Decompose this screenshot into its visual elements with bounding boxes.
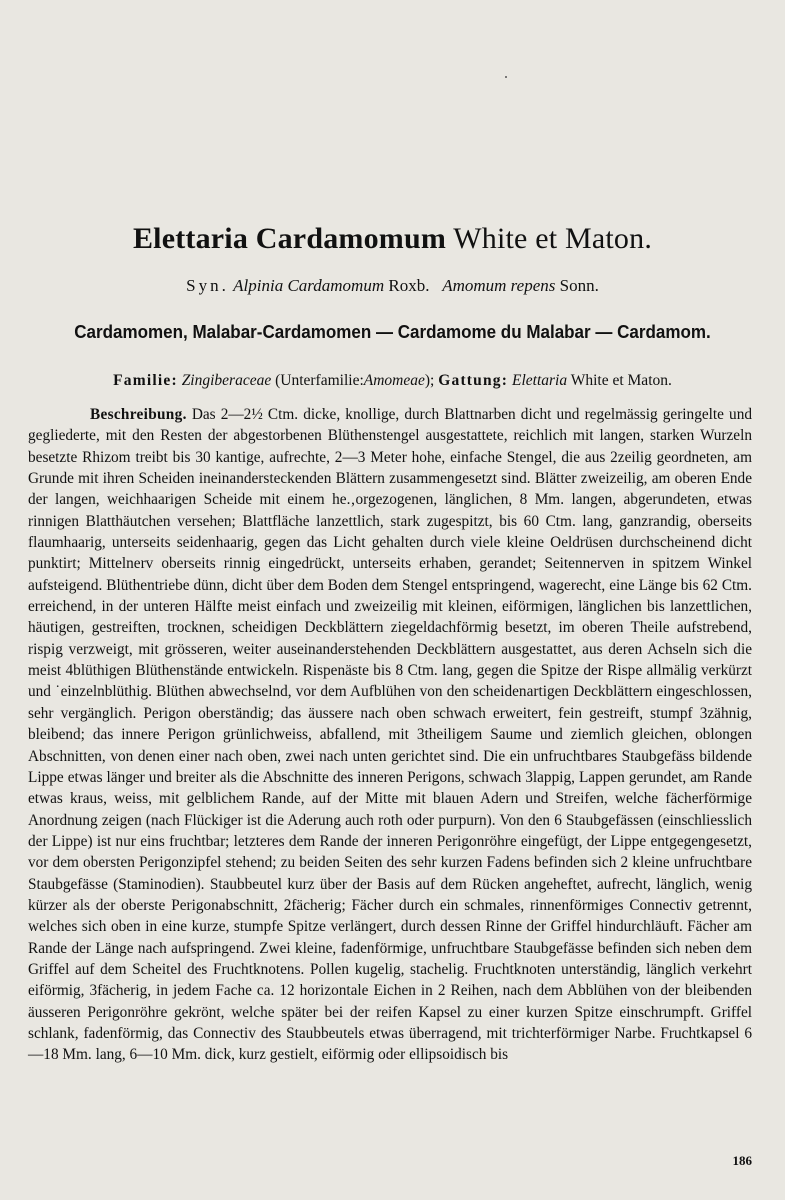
family-line	[0, 372, 785, 390]
familie-value: Zingiberaceae	[181, 372, 272, 389]
synonym-line	[0, 276, 785, 296]
gattung-authors: White et Maton.	[570, 372, 672, 389]
gattung-value: Elettaria	[512, 372, 568, 389]
synonym-label: Syn.	[186, 276, 229, 295]
description-paragraph	[28, 404, 752, 1066]
synonym-name-1: Alpinia Cardamomum	[233, 276, 385, 295]
description-lead: Beschreibung.	[90, 406, 187, 423]
familie-label: Familie:	[113, 372, 178, 389]
common-names: Cardamomen, Malabar-Cardamomen — Cardamome du Malabar — Cardamom.	[74, 321, 711, 342]
synonym-author-1: Roxb.	[388, 276, 430, 295]
page-number: 186	[732, 1153, 752, 1168]
species-authors: White et Maton.	[453, 222, 653, 255]
unterfamilie-close: );	[424, 372, 435, 389]
unterfamilie-value: Amomeae	[363, 372, 425, 389]
species-name: Elettaria Cardamomum	[132, 222, 447, 255]
synonym-author-2: Sonn.	[559, 276, 599, 295]
synonym-name-2: Amomum repens	[442, 276, 556, 295]
unterfamilie-label: (Unterfamilie:	[275, 372, 364, 389]
gattung-label: Gattung:	[438, 372, 509, 389]
page-title	[0, 222, 785, 256]
description-text: Das 2—2½ Ctm. dicke, knollige, durch Blattnarben dicht und regelmässig geringelte und gegliederte, mit den Resten der abgestorbenen Blüthenstengel ausgestattete, reichlich mit langen, starken Wurzeln besetzte Rhizom treibt bis 30 kantige, aufrechte, 2—3 Meter hohe, einfache Stengel, die aus 2zeilig geordneten, am Grunde mit ihren Scheiden ineinandersteckenden Blättern zusammengesetzt sind. Blätter zweizeilig, am oberen Ende der langen, weichhaarigen Scheide mit einem he.‚orgezogenen, länglichen, 8 Mm. langen, abgerundeten, etwas rinnigen Blatthäutchen versehen; Blattfläche lanzettlich, stark zugespitzt, bis 60 Ctm. lang, ganzrandig, oberseits flaumhaarig, unterseits seidenhaarig, gegen das Licht gehalten durch viele kleine Oeldrüsen durchscheinend dicht punktirt; Mittelnerv oberseits rinnig eingedrückt, unterseits erhaben, gerandet; Seitennerven in spitzem Winkel aufsteigend. Blüthentriebe dünn, dicht über dem Boden dem Stengel entspringend, wagerecht, eine Länge bis 62 Ctm. erreichend, in der unteren Hälfte meist einfach und zweizeilig mit kleinen, eiförmigen, länglichen bis lanzettlichen, häutigen, gestreiften, trocknen, scheidigen Deckblättern ziegeldachförmig besetzt, im oberen Theile aufstrebend, rispig verzweigt, mit grösseren, weiter auseinanderstehenden Deckblättern ausgestattet, aus deren Achseln sich die meist 4blüthigen Blüthenstände entwickeln. Rispenäste bis 8 Ctm. lang, gegen die Spitze der Rispe allmälig verkürzt und ˙einzelnblüthig. Blüthen abwechselnd, vor dem Aufblühen von den scheidenartigen Deckblättern eingeschlossen, sehr vergänglich. Perigon oberständig; das äussere nach oben schwach erweitert, fein gestreift, stumpf 3zähnig, bleibend; das innere Perigon grünlichweiss, abfallend, mit 3theiligem Saume und ziemlich gleichen, oblongen Abschnitten, von denen einer nach oben, zwei nach unten gerichtet sind. Die ein unfruchtbares Staubgefäss bildende Lippe etwas länger und breiter als die Abschnitte des inneren Perigons, schwach 3lappig, Lappen gerundet, am Rande etwas kraus, weiss, mit gelblichem Rande, auf der Mitte mit blauen Adern und Streifen, welche fächerförmige Anordnung zeigen (nach Flückiger ist die Aderung auch roth oder purpurn). Von den 6 Staubgefässen (einschliesslich der Lippe) ist nur eins fruchtbar; letzteres dem Rande der inneren Perigonröhre eingefügt, der Lippe entgegengesetzt, vor dem obersten Perigonzipfel stehend; zu beiden Seiten des sehr kurzen Fadens befinden sich 2 kleine unfruchtbare Staubgefässe (Staminodien). Staubbeutel kurz über der Basis auf dem Rücken angeheftet, aufrecht, länglich, wenig kürzer als der oberste Perigonabschnitt, 2fächerig; Fächer durch ein schmales, rinnenförmiges Connectiv getrennt, welches sich oben in eine kurze, stumpfe Spitze verlängert, durch dessen Rinne der Griffel hindurchläuft. Fächer am Rande der Länge nach aufspringend. Zwei kleine, fadenförmige, unfruchtbare Staubgefässe befinden sich neben dem Griffel auf dem Scheitel des Fruchtknotens. Pollen kugelig, stachelig. Fruchtknoten unterständig, länglich verkehrt eiförmig, 3fächerig, in jedem Fache ca. 12 horizontale Eichen in 2 Reihen, nach dem Abblühen von der bleibenden äusseren Perigonröhre gekrönt, welche später bei der reifen Kapsel zu einer kurzen Spitze einschrumpft. Griffel schlank, fadenförmig, das Connectiv des Staubbeutels etwas überragend, mit trichterförmiger Narbe. Fruchtkapsel 6—18 Mm. lang, 6—10 Mm. dick, kurz gestielt, eiförmig oder ellipsoidisch bis	[28, 406, 752, 1064]
print-speck	[505, 76, 507, 78]
